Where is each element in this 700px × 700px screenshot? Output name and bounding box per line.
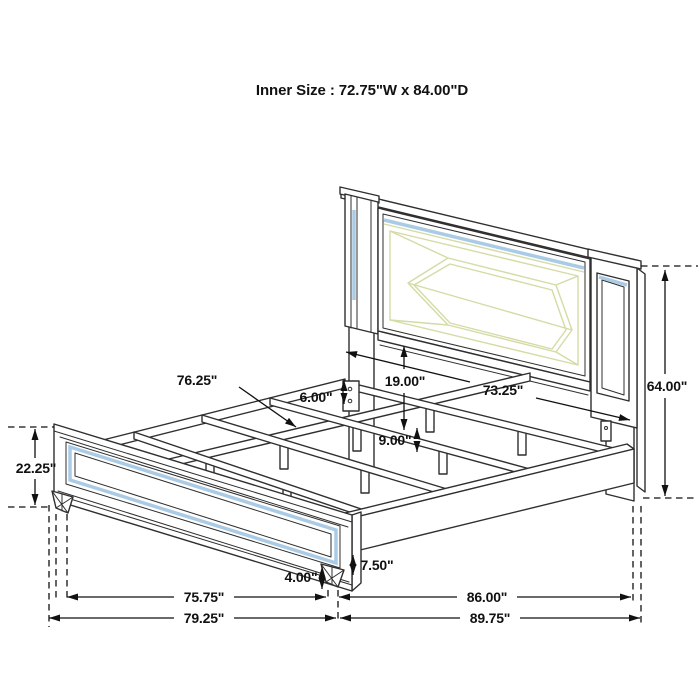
- dim-rail-inner-depth-label: 86.00": [466, 589, 508, 605]
- dim-foot-height: [285, 567, 322, 589]
- dim-footboard-inner-width: [67, 589, 326, 605]
- inner-size-title: Inner Size : 72.75"W x 84.00"D: [255, 82, 469, 99]
- dim-rail-inner-depth: [339, 589, 631, 605]
- dim-footboard-overall-width: [49, 610, 336, 626]
- dim-headboard-height-label: 64.00": [646, 378, 688, 394]
- dim-footboard-height: [16, 429, 56, 505]
- dim-slat-support-height: [379, 428, 417, 452]
- dim-bracket-height-label: 6.00": [299, 389, 333, 405]
- dim-center-rail-length-label: 76.25": [176, 372, 218, 388]
- dim-headboard-inner-width-label: 73.25": [482, 382, 524, 398]
- dim-headboard-clearance: [385, 346, 425, 430]
- dim-overall-depth: [340, 610, 640, 626]
- dim-headboard-height: [647, 270, 687, 496]
- headboard-left-post: [345, 194, 378, 334]
- dim-footboard-overall-width-label: 79.25": [183, 610, 225, 626]
- dim-headboard-clearance-label: 19.00": [384, 373, 426, 389]
- footboard-end-cap: [352, 512, 361, 591]
- headboard-side-panel: [637, 268, 645, 492]
- dim-slat-support-height-label: 9.00": [378, 432, 412, 448]
- dim-overall-depth-label: 89.75": [469, 610, 511, 626]
- dim-foot-height-label: 4.00": [284, 569, 318, 585]
- dim-footboard-inner-width-label: 75.75": [183, 589, 225, 605]
- dim-rail-floor-clearance-label: 7.50": [360, 557, 394, 573]
- dim-footboard-height-label: 22.25": [15, 460, 57, 476]
